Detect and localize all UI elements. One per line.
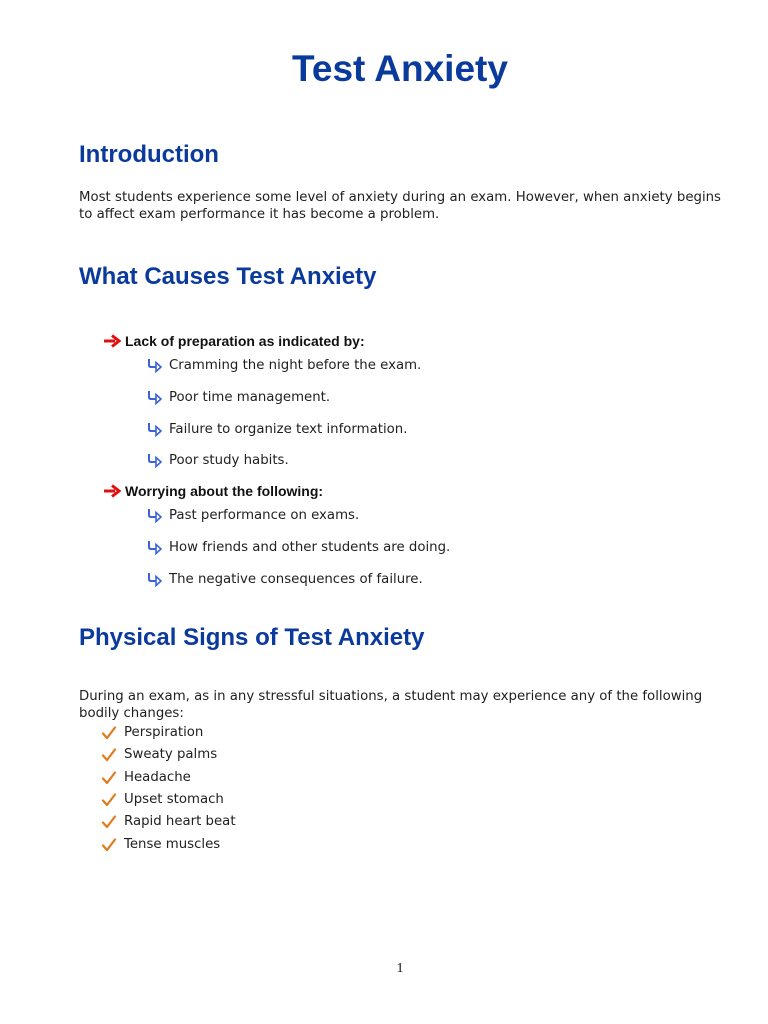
- introduction-paragraph: Most students experience some level of anxiety during an exam. However, when anxiety begins to affect exam performance it has become a problem.: [79, 190, 721, 222]
- cause-label: Lack of preparation as indicated by:: [125, 333, 365, 349]
- cause-sub-label: Failure to organize text information.: [169, 422, 408, 437]
- right-arrow-icon: [103, 484, 121, 498]
- physical-sign-item: [101, 725, 203, 740]
- physical-signs-intro: During an exam, as in any stressful situations, a student may experience any of the following bodily changes:: [79, 689, 703, 721]
- cause-sub-label: Past performance on exams.: [169, 508, 360, 523]
- physical-sign-item: [101, 792, 224, 807]
- cause-sub-item: [147, 358, 421, 373]
- page-number: 1: [396, 961, 404, 976]
- causes-heading: What Causes Test Anxiety: [79, 263, 377, 290]
- cause-item: [103, 333, 365, 349]
- cause-item: [103, 483, 323, 499]
- curved-arrow-icon: [147, 540, 163, 555]
- cause-sub-item: [147, 572, 423, 587]
- introduction-heading: Introduction: [79, 141, 219, 168]
- curved-arrow-icon: [147, 390, 163, 405]
- physical-sign-label: Tense muscles: [124, 837, 221, 852]
- checkmark-icon: [101, 815, 117, 829]
- cause-sub-label: Poor time management.: [169, 390, 331, 405]
- right-arrow-icon: [103, 334, 121, 348]
- cause-sub-label: Cramming the night before the exam.: [169, 358, 422, 373]
- physical-sign-label: Perspiration: [124, 725, 204, 740]
- physical-sign-label: Upset stomach: [124, 792, 224, 807]
- checkmark-icon: [101, 793, 117, 807]
- cause-sub-label: The negative consequences of failure.: [169, 572, 423, 587]
- cause-sub-item: [147, 453, 289, 468]
- cause-sub-item: [147, 390, 330, 405]
- curved-arrow-icon: [147, 508, 163, 523]
- physical-sign-label: Rapid heart beat: [124, 814, 236, 829]
- curved-arrow-icon: [147, 358, 163, 373]
- checkmark-icon: [101, 748, 117, 762]
- cause-sub-label: Poor study habits.: [169, 453, 289, 468]
- checkmark-icon: [101, 838, 117, 852]
- curved-arrow-icon: [147, 422, 163, 437]
- physical-sign-item: [101, 747, 217, 762]
- physical-sign-label: Sweaty palms: [124, 747, 218, 762]
- cause-sub-item: [147, 422, 407, 437]
- physical-sign-label: Headache: [124, 770, 191, 785]
- physical-signs-heading: Physical Signs of Test Anxiety: [79, 624, 425, 651]
- physical-sign-item: [101, 814, 236, 829]
- physical-sign-item: [101, 837, 220, 852]
- cause-sub-item: [147, 540, 450, 555]
- cause-sub-label: How friends and other students are doing.: [169, 540, 451, 555]
- cause-sub-item: [147, 508, 359, 523]
- checkmark-icon: [101, 771, 117, 785]
- curved-arrow-icon: [147, 572, 163, 587]
- physical-sign-item: [101, 770, 191, 785]
- checkmark-icon: [101, 726, 117, 740]
- page-title: Test Anxiety: [292, 48, 508, 89]
- cause-label: Worrying about the following:: [125, 483, 324, 499]
- curved-arrow-icon: [147, 453, 163, 468]
